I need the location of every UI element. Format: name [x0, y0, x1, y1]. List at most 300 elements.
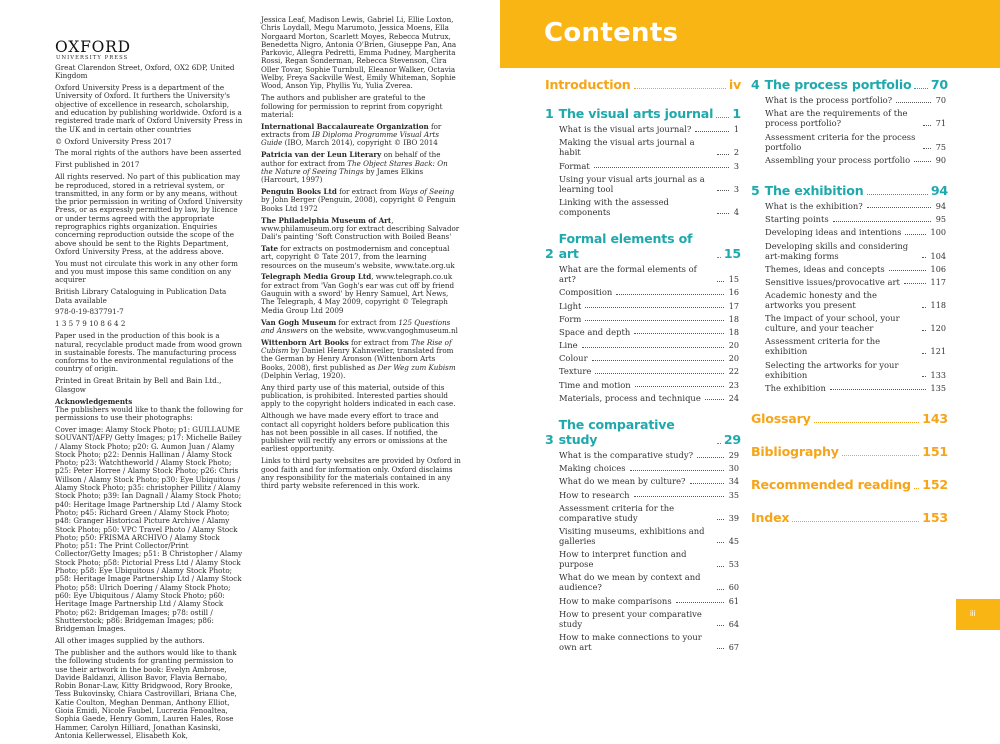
copyright-paragraph	[55, 308, 243, 316]
paragraph-text: on the website, www.vangoghmuseum.nl	[307, 325, 458, 335]
toc-entry-title: Assembling your process portfolio	[765, 154, 911, 165]
toc-entry-title: Themes, ideas and concepts	[765, 263, 885, 274]
toc-entry-title: Format	[559, 160, 590, 171]
paragraph-text: 978-0-19-837791-7	[55, 307, 124, 317]
toc-entry-page: 60	[728, 582, 739, 593]
toc-entry[interactable]	[751, 132, 948, 152]
paragraph-heading: Van Gogh Museum	[261, 317, 337, 327]
copyright-paragraph	[55, 84, 243, 134]
toc-entry-title: Space and depth	[559, 326, 631, 337]
toc-entry-page: 15	[728, 274, 739, 285]
page-number-tab	[956, 599, 1000, 630]
toc-entry-page: 16	[728, 287, 739, 298]
toc-entry-page: 4	[733, 206, 739, 217]
toc-entry-title: What do we mean by context and audience?	[559, 572, 701, 593]
toc-chapter-number: 4	[751, 77, 760, 92]
copyright-paragraph	[261, 384, 461, 409]
paragraph-text: Jessica Leaf, Madison Lewis, Gabriel Li, Ellie Loxton, Chris Loydall, Megu Marumoto, Jessica Moens, Ella Norgaard Morton, Scarlett Moyes, Rebecca Mutrux, Benedetta Nigro, Antonia O'Brien, Giuseppe Pan, Ana Parkovic, Allegra Pedretti, Emma Pudney, Margherita Rossi, Regan Sonderman, Rebecca Stevenson, Cira Oller Tovar, Sophie Turnbull, Eleanor Walker, Octavia Welby, Freya Sackville West, Emily Whiteman, Sophie Wood, Anson Yip, Phyllis Yu, Yulia Zverea.	[261, 15, 457, 91]
toc-entry-title: Assessment criteria for the exhibition	[765, 336, 881, 357]
toc-entry[interactable]	[545, 137, 741, 157]
paragraph-text: Paper used in the production of this book is a natural, recyclable product made from wood grown in sustainable forests. The manufacturing process conforms to the environmental regulations of the country of origin.	[55, 331, 243, 374]
toc-entry-page: 35	[728, 489, 739, 500]
paragraph-text: for extract from	[348, 337, 411, 347]
toc-column-right	[751, 77, 948, 525]
toc-leader-dots	[616, 294, 723, 295]
paragraph-text: The authors and publisher are grateful to the following for permission to reprint from copyright material:	[261, 93, 443, 119]
toc-leader-dots	[842, 455, 920, 456]
paragraph-text: The publishers would like to thank the following for permissions to use their photographs:	[55, 404, 243, 423]
copyright-paragraph	[55, 149, 243, 157]
copyright-page	[0, 0, 500, 740]
toc-chapter-title: Recommended reading	[751, 476, 911, 492]
toc-leader-dots	[717, 443, 721, 444]
contents-header-band	[500, 0, 1000, 68]
toc-entry-title: What are the formal elements of art?	[559, 264, 697, 285]
toc-entry-title: How to make comparisons	[559, 595, 672, 606]
paragraph-heading: Penguin Books Ltd	[261, 187, 337, 197]
toc-entry[interactable]	[751, 214, 948, 224]
paragraph-text: Printed in Great Britain by Bell and Bain Ltd., Glasgow	[55, 376, 222, 394]
toc-entry-page: 39	[728, 512, 739, 523]
copyright-paragraph	[55, 260, 243, 285]
paragraph-text: 1 3 5 7 9 10 8 6 4 2	[55, 319, 126, 329]
toc-entry[interactable]	[545, 476, 741, 486]
toc-entry-page: 34	[728, 476, 739, 487]
copyright-paragraph	[55, 288, 243, 305]
toc-entry-title: How to make connections to your own art	[559, 631, 702, 652]
copyright-paragraph	[55, 320, 243, 328]
paragraph-text: for extracts on postmodernism and conceptual art, copyright © Tate 2017, from the learning resources on the museum's website, www.tate.org.uk	[261, 243, 455, 270]
toc-chapter-title: Formal elements of art	[558, 230, 693, 261]
toc-entry-page: 20	[728, 353, 739, 364]
toc-entry-page: 100	[930, 227, 946, 238]
toc-leader-dots	[705, 399, 724, 400]
toc-entry-page: 1	[733, 124, 739, 135]
toc-entry-title: What do we mean by culture?	[559, 476, 686, 487]
toc-entry-title: What is the process portfolio?	[765, 95, 893, 106]
page-title: Contents	[544, 18, 679, 48]
toc-leader-dots	[695, 131, 728, 132]
toc-chapter-heading[interactable]	[751, 183, 948, 198]
toc-leader-dots	[914, 88, 927, 89]
toc-entry[interactable]	[545, 287, 741, 297]
paragraph-text: First published in 2017	[55, 160, 140, 170]
toc-entry-page: 45	[728, 535, 739, 546]
copyright-paragraph	[55, 161, 243, 169]
paragraph-text: Links to third party websites are provided by Oxford in good faith and for information only. Oxford disclaims any responsibility for the materials contained in any third party website referenced in this work.	[261, 456, 461, 491]
toc-entry-title: The exhibition	[765, 382, 826, 393]
paragraph-text: Although we have made every effort to trace and contact all copyright holders before publication this has not been possible in all cases. If notified, the publisher will rectify any errors or omissions at the earliest opportunity.	[261, 411, 450, 454]
toc-leader-dots	[717, 542, 724, 543]
toc-entry-title: What is the visual arts journal?	[559, 124, 692, 135]
toc-chapter-page: iv	[728, 77, 741, 92]
toc-entry[interactable]	[751, 360, 948, 380]
copyright-paragraph	[261, 188, 461, 213]
toc-entry[interactable]	[545, 174, 741, 194]
copyright-paragraph	[261, 457, 461, 490]
toc-leader-dots	[717, 281, 724, 282]
toc-entry-page: 2	[733, 147, 739, 158]
toc-entry[interactable]	[545, 197, 741, 217]
toc-leader-dots	[922, 376, 926, 377]
toc-entry-page: 117	[930, 276, 946, 287]
paragraph-heading: Wittenborn Art Books	[261, 337, 349, 347]
toc-part-heading[interactable]	[751, 477, 948, 492]
toc-entry-title: How to research	[559, 489, 630, 500]
toc-leader-dots	[592, 360, 724, 361]
toc-chapter-page: 94	[930, 182, 948, 198]
paragraph-text: © Oxford University Press 2017	[55, 136, 172, 146]
toc-chapter-title: The process portfolio	[764, 77, 912, 92]
toc-entry-title: Line	[559, 340, 578, 351]
paragraph-text: Any third party use of this material, outside of this publication, is prohibited. Interested parties should apply to the copyright holders indicated in each case.	[261, 382, 456, 409]
toc-leader-dots	[585, 307, 723, 308]
toc-entry[interactable]	[751, 201, 948, 211]
toc-entry[interactable]	[751, 277, 948, 287]
copyright-paragraph	[261, 245, 461, 270]
paragraph-text: All other images supplied by the authors.	[55, 636, 205, 646]
paragraph-text: The moral rights of the authors have been asserted	[55, 148, 242, 158]
toc-entry[interactable]	[751, 290, 948, 310]
toc-part-heading[interactable]	[751, 510, 948, 525]
toc-entry-title: Academic honesty and the artworks you present	[765, 290, 877, 311]
toc-chapter-page: 153	[922, 509, 948, 525]
toc-leader-dots	[717, 589, 724, 590]
toc-chapter-number: 3	[545, 431, 554, 447]
toc-entry-title: Assessment criteria for the process portfolio	[765, 131, 916, 152]
oxford-logo	[55, 40, 243, 62]
logo-name: OXFORD	[55, 38, 131, 56]
toc-chapter-title: The visual arts journal	[558, 106, 714, 121]
copyright-paragraph	[261, 319, 461, 336]
toc-entry[interactable]	[545, 450, 741, 460]
toc-chapter-title: The comparative study	[558, 416, 675, 447]
paragraph-heading: Acknowledgements	[55, 396, 133, 406]
toc-entry[interactable]	[751, 313, 948, 333]
toc-entry-page: 3	[733, 160, 739, 171]
copyright-column-1	[55, 14, 243, 744]
toc-entry-page: 3	[733, 183, 739, 194]
paragraph-heading: The Philadelphia Museum of Art	[261, 215, 392, 225]
contents-page	[500, 0, 1000, 652]
toc-entry[interactable]	[545, 353, 741, 363]
toc-entry[interactable]	[545, 463, 741, 473]
paragraph-text: You must not circulate this work in any other form and you must impose this same condition on any acquirer	[55, 258, 238, 285]
toc-chapter-number: 1	[545, 106, 554, 121]
copyright-paragraph	[261, 123, 461, 148]
toc-leader-dots	[630, 470, 724, 471]
toc-chapter-heading[interactable]	[545, 106, 741, 121]
toc-leader-dots	[635, 386, 724, 387]
toc-leader-dots	[676, 602, 724, 603]
toc-leader-dots	[889, 270, 926, 271]
toc-leader-dots	[867, 207, 931, 208]
toc-chapter-title: Bibliography	[751, 443, 839, 459]
toc-entry-page: 121	[930, 346, 946, 357]
paragraph-text: All rights reserved. No part of this publication may be reproduced, stored in a retrieval system, or transmitted, in any form or by any means, without the prior permission in writing of Oxford University Press, or as expressly permitted by law, by licence or under terms agreed with the appropriate reprographics rights organization. Enquiries concerning reproduction outside the scope of the above should be sent to the Rights Department, Oxford University Press, at the address above.	[55, 172, 243, 256]
toc-entry-page: 75	[935, 141, 946, 152]
toc-entry[interactable]	[545, 340, 741, 350]
toc-part-heading[interactable]	[545, 77, 741, 92]
paragraph-text: , www.telegraph.co.uk for extract from 'Van Gogh's ear was cut off by friend Gauguin with a sword' by Henry Samuel, Art News, The Telegraph, 4 May 2009, copyright © Telegraph Media Group Ltd 2009	[261, 272, 455, 315]
paragraph-text: by Daniel Henry Kahnweiler, translated from the German by Henry Aronson (Wittenborn Arts Books, 2008), first published as	[261, 346, 454, 372]
toc-entry-title: Selecting the artworks for your exhibition	[765, 359, 899, 380]
toc-entry-page: 29	[728, 450, 739, 460]
toc-leader-dots	[923, 148, 931, 149]
toc-chapter-number: 2	[545, 245, 554, 261]
toc-part-heading[interactable]	[751, 411, 948, 426]
toc-entry-title: Sensitive issues/provocative art	[765, 276, 900, 287]
toc-entry-title: Developing skills and considering art-making forms	[765, 240, 909, 261]
toc-entry-title: Materials, process and technique	[559, 392, 701, 403]
toc-leader-dots	[914, 488, 919, 489]
toc-entry[interactable]	[545, 124, 741, 134]
toc-entry-page: 64	[728, 618, 739, 629]
toc-entry-title: Time and motion	[559, 379, 631, 390]
toc-leader-dots	[833, 221, 931, 222]
toc-entry-title: Making choices	[559, 463, 626, 474]
paragraph-text: (IBO, March 2014), copyright © IBO 2014	[282, 138, 438, 148]
toc-chapter-page: 151	[922, 443, 948, 459]
toc-entry[interactable]	[545, 161, 741, 171]
toc-entry[interactable]	[545, 301, 741, 311]
toc-entry[interactable]	[545, 632, 741, 652]
copyright-paragraph	[55, 138, 243, 146]
copyright-paragraph	[55, 377, 243, 394]
toc-leader-dots	[923, 125, 931, 126]
paragraph-text: IB Diploma Programme Visual Arts Guide	[261, 130, 440, 148]
toc-entry-page: 120	[930, 323, 946, 334]
toc-leader-dots	[634, 88, 726, 89]
toc-entry[interactable]	[751, 241, 948, 261]
copyright-paragraph	[261, 273, 461, 314]
toc-chapter-heading[interactable]	[545, 417, 741, 447]
logo-sub: UNIVERSITY PRESS	[56, 55, 129, 61]
toc-entry-page: 104	[930, 250, 946, 261]
toc-leader-dots	[717, 566, 724, 567]
toc-leader-dots	[717, 213, 729, 214]
toc-chapter-heading[interactable]	[751, 77, 948, 92]
toc-entry-page: 133	[930, 369, 946, 380]
toc-entry-page: 61	[728, 595, 739, 606]
toc-entry[interactable]	[545, 314, 741, 324]
paragraph-text: Ways of Seeing	[399, 187, 455, 197]
paragraph-heading: International Baccalaureate Organization	[261, 121, 429, 131]
toc-chapter-title: Index	[751, 509, 790, 525]
copyright-paragraph	[55, 649, 243, 740]
toc-entry-title: Composition	[559, 287, 613, 298]
toc-entry[interactable]	[545, 490, 741, 500]
toc-leader-dots	[904, 283, 926, 284]
paragraph-text: The publisher and the authors would like to thank the following students for granting permission to use their artwork in the book: Evelyn Ambrose, Davide Baldanzi, Allison Bavor, Flavia Bernabo, Robin Bonar-Law, Kitty Bridgwood, Rory Brooke, Tess Bukovinsky, Chiara Castrovillari, Briana Che, Katie Coulton, Meghan Denman, Anthony Elliot, Gioia Emidi, Nicole Faubel, Lucrezia Fenoaltea, Sophia Gaede, Henry Gomm, Lauren Hales, Rose Hammer, Carolyn Hilliard, Jonathan Kasinski, Antonia Kellerwessel, Elisabeth Kok,	[55, 647, 237, 740]
toc-chapter-page: 15	[723, 245, 741, 261]
toc-entry-title: Visiting museums, exhibitions and galleries	[559, 525, 705, 546]
toc-entry-title: Starting points	[765, 214, 829, 225]
toc-entry-page: 90	[935, 154, 946, 165]
toc-chapter-page: 143	[922, 410, 948, 426]
paragraph-text: Great Clarendon Street, Oxford, OX2 6DP, United Kingdom	[55, 63, 235, 81]
toc-leader-dots	[717, 154, 729, 155]
toc-leader-dots	[922, 353, 926, 354]
toc-chapter-title: The exhibition	[764, 182, 864, 198]
paragraph-text: Oxford University Press is a department of the University of Oxford. It furthers the University's objective of excellence in research, scholarship, and education by publishing worldwide. Oxford is a registered trade mark of Oxford University Press in the UK and in certain other countries	[55, 83, 243, 134]
paragraph-text: on behalf of the author for extract from	[261, 150, 441, 168]
toc-entry[interactable]	[751, 264, 948, 274]
toc-leader-dots	[582, 347, 724, 348]
toc-entry[interactable]	[545, 596, 741, 606]
toc-leader-dots	[634, 496, 724, 497]
toc-leader-dots	[830, 389, 926, 390]
toc-chapter-page: 29	[723, 431, 741, 447]
toc-chapter-heading[interactable]	[545, 231, 741, 261]
paragraph-heading: Patricia van der Leun Literary	[261, 150, 382, 160]
paragraph-text: by John Berger (Penguin, 2008), copyright © Penguin Books Ltd 1972	[261, 195, 456, 213]
paragraph-text: for extract from	[336, 187, 400, 197]
paragraph-text: for extracts from	[261, 121, 442, 140]
toc-entry-page: 24	[728, 392, 739, 403]
toc-entry[interactable]	[545, 572, 741, 592]
toc-entry-title: What is the comparative study?	[559, 450, 694, 460]
toc-leader-dots	[634, 333, 723, 334]
copyright-paragraph	[55, 637, 243, 645]
toc-chapter-title: Glossary	[751, 410, 811, 426]
toc-entry-page: 53	[728, 559, 739, 570]
toc-leader-dots	[594, 167, 729, 168]
toc-entry[interactable]	[545, 366, 741, 376]
toc-leader-dots	[922, 330, 926, 331]
paragraph-heading: Tate	[261, 243, 279, 253]
toc-entry[interactable]	[751, 155, 948, 165]
toc-entry-title: What is the exhibition?	[765, 200, 863, 211]
copyright-paragraph	[261, 217, 461, 242]
toc-entry-page: 18	[728, 326, 739, 337]
toc-leader-dots	[867, 194, 928, 195]
page-number: iii	[970, 609, 976, 618]
toc-entry[interactable]	[545, 609, 741, 629]
toc-chapter-page: 1	[732, 106, 741, 121]
toc-leader-dots	[595, 373, 723, 374]
toc-entry[interactable]	[545, 327, 741, 337]
paragraph-heading: Telegraph Media Group Ltd	[261, 272, 372, 282]
toc-entry-title: The impact of your school, your culture, and your teacher	[765, 313, 900, 334]
paragraph-text: Der Weg zum Kubism	[377, 362, 456, 372]
copyright-paragraph	[261, 94, 461, 119]
toc-entry-title: Colour	[559, 353, 588, 364]
toc-entry[interactable]	[545, 526, 741, 546]
toc-entry-title: Form	[559, 313, 582, 324]
paragraph-text: The Rise of Cubism	[261, 337, 452, 356]
toc-leader-dots	[717, 648, 724, 649]
toc-entry-title: Assessment criteria for the comparative study	[559, 502, 675, 523]
toc-entry-title: Developing ideas and intentions	[765, 227, 902, 238]
paragraph-text: , www.philamuseum.org for extract describing Salvador Dali's painting 'Soft Construction with Boiled Beans'	[261, 215, 460, 242]
toc-column-left	[545, 77, 741, 652]
toc-entry-page: 23	[728, 379, 739, 390]
toc-entry-title: How to interpret function and purpose	[559, 549, 687, 570]
toc-entry-page: 106	[930, 263, 946, 274]
toc-leader-dots	[697, 457, 724, 458]
toc-entry-page: 70	[935, 95, 946, 106]
copyright-paragraph	[261, 151, 461, 184]
toc-entry-page: 20	[728, 340, 739, 351]
toc-leader-dots	[716, 117, 729, 118]
toc-entry[interactable]	[751, 383, 948, 393]
toc-entry-title: What are the requirements of the process portfolio?	[765, 108, 908, 129]
toc-leader-dots	[690, 483, 724, 484]
toc-entry-title: Texture	[559, 366, 592, 377]
toc-leader-dots	[896, 102, 931, 103]
paragraph-text: 125 Questions and Answers	[261, 317, 451, 335]
toc-leader-dots	[585, 320, 723, 321]
toc-entry-page: 17	[728, 300, 739, 311]
toc-leader-dots	[792, 521, 919, 522]
toc-chapter-page: 152	[922, 476, 948, 492]
copyright-paragraph	[55, 398, 243, 423]
paragraph-text: for extract from	[336, 317, 399, 327]
paragraph-text: (Delphin Verlag, 1920).	[261, 370, 346, 380]
toc-entry[interactable]	[751, 95, 948, 105]
toc-entry-title: How to present your comparative study	[559, 608, 702, 629]
copyright-paragraph	[55, 64, 243, 81]
toc-leader-dots	[914, 161, 931, 162]
toc-leader-dots	[717, 625, 724, 626]
toc-entry-title: Using your visual arts journal as a learning tool	[559, 173, 705, 194]
paragraph-text: by James Elkins (Harcourt, 1997)	[261, 166, 424, 185]
toc-entry[interactable]	[751, 336, 948, 356]
toc-entry-title: Light	[559, 300, 582, 311]
toc-entry[interactable]	[545, 549, 741, 569]
copyright-paragraph	[55, 332, 243, 373]
toc-chapter-number: 5	[751, 182, 760, 198]
copyright-paragraph	[261, 16, 461, 91]
toc-entry[interactable]	[545, 503, 741, 523]
paragraph-text: British Library Cataloguing in Publication Data Data available	[55, 287, 227, 305]
toc-entry[interactable]	[545, 393, 741, 403]
copyright-column-2	[261, 16, 461, 494]
copyright-paragraph	[261, 412, 461, 453]
toc-leader-dots	[922, 307, 926, 308]
copyright-paragraph	[55, 426, 243, 633]
toc-leader-dots	[717, 519, 724, 520]
toc-entry-page: 71	[935, 118, 946, 129]
toc-entry-page: 67	[728, 641, 739, 652]
toc-entry[interactable]	[545, 380, 741, 390]
paragraph-text: Cover image: Alamy Stock Photo; p1: GUILLAUME SOUVANT/AFP/ Getty Images; p17: Michelle Bailey / Alamy Stock Photo; p20: G. Aumon Juan / Alamy Stock Photo; p22: Dennis Hallinan / Alamy Stock Photo; p23: Watchtheworld / Alamy Stock Photo; p25: Peter Horree / Alamy Stock Photo; p26: Chris Willson / Alamy Stock Photo; p30: Eye Ubiquitous / Alamy Stock Photo; p35: christopher Pillitz / Alamy Stock Photo; p39: Ian Dagnall / Alamy Stock Photo; p40: Heritage Image Partnership Ltd / Alamy Stock Photo; p45: Richard Green / Alamy Stock Photo; p48: Granger Historical Picture Archive / Alamy Stock Photo; p50: VPC Travel Photo / Alamy Stock Photo; p50: FRISMA ARCHIVO / Alamy Stock Photo; p51: The Print Collector/Print Collector/Getty Images; p51: B Christopher / Alamy Stock Photo; p58: Pictorial Press Ltd / Alamy Stock Photo; p58: Eye Ubiquitous / Alamy Stock Photo; p58: Heritage Image Partnership Ltd / Alamy Stock Photo; p58: Ulrich Doering / Alamy Stock Photo; p60: Eye Ubiquitous / Alamy Stock Photo; p60: Heritage Image Partnership Ltd / Alamy Stock Photo; p62: Bridgeman Images; p78: ostill / Shutterstock; p86: Bridgeman Images; p86: Bridgeman Images.	[55, 425, 243, 634]
copyright-paragraph	[55, 173, 243, 256]
paragraph-text: The Object Stares Back: On the Nature of Seeing Things	[261, 158, 448, 176]
toc-entry-title: Making the visual arts journal a habit	[559, 137, 695, 158]
toc-leader-dots	[717, 190, 729, 191]
toc-entry-page: 18	[728, 313, 739, 324]
toc-entry-page: 94	[935, 200, 946, 211]
toc-leader-dots	[814, 422, 920, 423]
toc-entry[interactable]	[545, 264, 741, 284]
toc-chapter-title: Introduction	[545, 77, 631, 92]
toc-chapter-page: 70	[930, 77, 948, 92]
toc-entry-page: 95	[935, 214, 946, 225]
toc-leader-dots	[905, 234, 925, 235]
toc-entry[interactable]	[751, 227, 948, 237]
toc-entry-page: 135	[930, 382, 946, 393]
toc-entry[interactable]	[751, 108, 948, 128]
toc-entry-page: 118	[930, 300, 946, 311]
toc-part-heading[interactable]	[751, 444, 948, 459]
copyright-paragraph	[261, 339, 461, 380]
toc-entry-page: 22	[728, 366, 739, 377]
toc-entry-page: 30	[728, 463, 739, 474]
toc-leader-dots	[922, 257, 926, 258]
toc-entry-title: Linking with the assessed components	[559, 196, 669, 217]
